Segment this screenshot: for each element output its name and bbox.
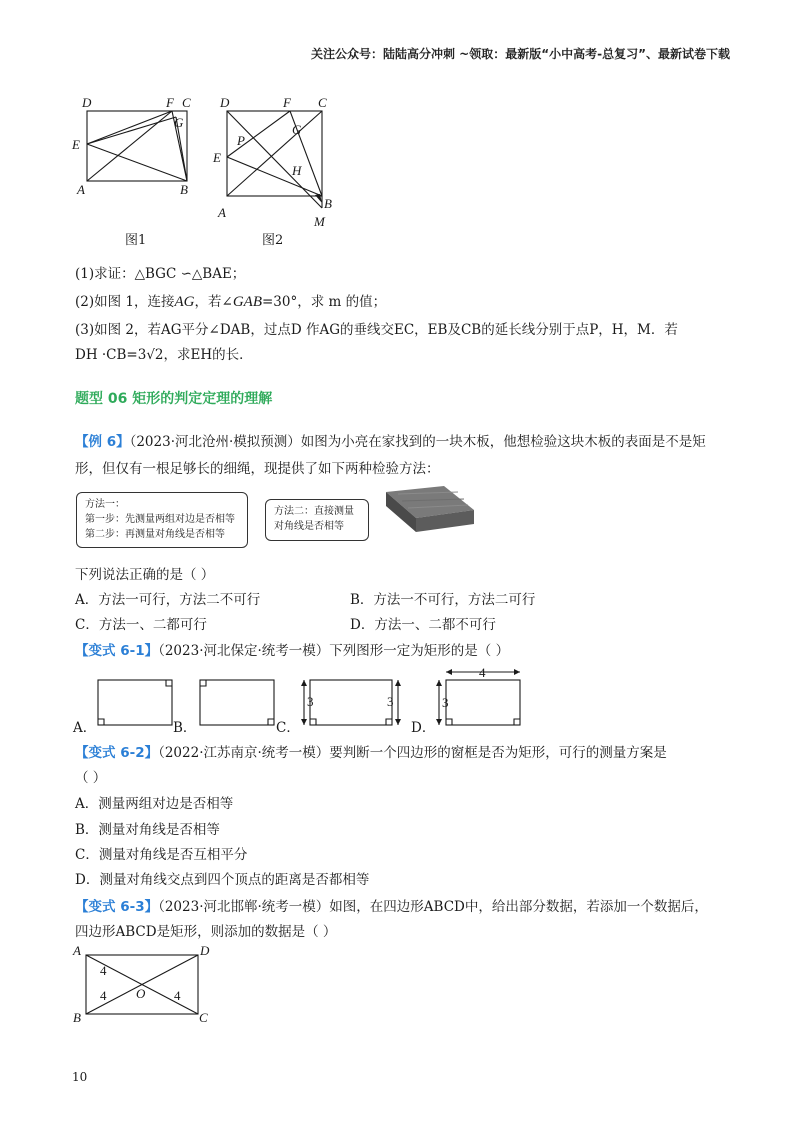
fig2-label-C: C [318,95,327,110]
fig2-label-F: F [283,95,291,110]
question-2-post: =30°，求 m 的值； [262,294,387,310]
fig2-label-M: M [314,214,325,229]
wood-board-image [378,484,478,542]
figure-2 [210,92,345,230]
shape-c-right-3: 3 [387,694,394,709]
page-header: 关注公众号：陆陆高分冲刺 ~领取：最新版“小中高考-总复习”、最新试卷下载 [311,47,730,61]
fig1-label-F: F [166,95,174,110]
shape-d-left-3: 3 [442,695,449,710]
section-title: 题型 06 矩形的判定定理的理解 [75,391,273,407]
example6-text1: （2023·河北沧州·模拟预测）如图为小亮在家找到的一块木板，他想检验这块木板的表面是不是矩 [129,434,706,450]
fig1-label-C: C [182,95,191,110]
fig1-label-E: E [72,137,80,152]
fig2-label-G: G [292,122,302,137]
method1-step2: 第二步：再测量对角线是否相等 [85,529,225,540]
fig1-rectangle [87,111,187,181]
fig3-value-bo: 4 [100,988,107,1003]
variant61-label-a[interactable]: A． [73,720,97,736]
method1-title: 方法一： [85,499,125,510]
variant62-option-d[interactable]: D．测量对角线交点到四个顶点的距离是否都相等 [75,872,370,888]
example6-tag: 【例 6】 [75,434,130,450]
fig3-value-ao: 4 [100,963,107,978]
variant61-text: （2023·河北保定·统考一模）下列图形一定为矩形的是（ ） [158,643,510,659]
fig2-label-A: A [218,205,226,220]
variant63-text1: （2023·河北邯郸·统考一模）如图，在四边形ABCD中，给出部分数据，若添加一个数据后， [158,899,708,915]
fig3-value-co: 4 [174,988,181,1003]
fig1-label-D: D [82,95,92,110]
example6-line1 [75,430,706,450]
variant61-shape-c [298,672,408,730]
method2-line1: 方法二：直接测量 [274,506,354,517]
variant61-label-b[interactable]: B． [173,720,197,736]
question-2-ag: AG [174,294,195,310]
variant62-tag: 【变式 6-2】 [75,745,159,761]
fig1-caption: 图1 [125,233,147,248]
question-2-pre: (2)如图 1，连接 [75,294,175,310]
variant63-tag: 【变式 6-3】 [75,899,159,915]
method2-line2: 对角线是否相等 [274,521,344,532]
variant61-label-d[interactable]: D． [411,720,436,736]
fig1-label-G: G [174,115,184,130]
fig3-label-O: O [136,986,146,1001]
fig1-label-A: A [77,182,85,197]
figure-1 [70,92,205,202]
variant61-shape-d [432,664,527,730]
question-3-line1: (3)如图 2，若AG平分∠DAB，过点D 作AG的垂线交EC，EB及CB的延长线分别于点P，H，M．若 [75,322,678,338]
example6-option-b[interactable]: B．方法一不可行，方法二可行 [350,592,536,608]
fig2-label-B: B [324,196,332,211]
example6-line2: 形，但仅有一根足够长的细绳，现提供了如下两种检验方法： [75,461,440,477]
variant62-line [75,741,667,761]
question-2-mid: ，若∠ [194,294,233,310]
variant61-tag: 【变式 6-1】 [75,643,159,659]
variant61-shape-b [198,677,278,729]
question-2 [75,290,386,311]
shape-d-top-4: 4 [479,665,486,680]
variant62-paren: （ ） [75,770,107,786]
question-1: (1)求证：△BGC ∽△BAE； [75,266,246,282]
fig3-label-A: A [73,943,81,958]
fig2-label-H: H [292,163,302,178]
fig1-label-B: B [180,182,188,197]
example6-option-a[interactable]: A．方法一可行，方法二不可行 [75,592,261,608]
fig2-label-D: D [220,95,230,110]
method2-box [265,499,369,541]
method1-step1: 第一步：先测量两组对边是否相等 [85,514,235,525]
question-2-gab: GAB [232,294,262,310]
variant62-text: （2022·江苏南京·统考一模）要判断一个四边形的窗框是否为矩形，可行的测量方案是 [158,745,667,761]
question-3-line2: DH ·CB=3√2，求EH的长． [75,347,253,363]
variant63-line1 [75,895,708,915]
example6-option-c[interactable]: C．方法一、二都可行 [75,617,207,633]
variant61-shape-a [96,677,176,729]
variant63-line2: 四边形ABCD是矩形，则添加的数据是（ ） [75,924,337,940]
variant62-option-b[interactable]: B．测量对角线是否相等 [75,822,220,838]
fig2-caption: 图2 [262,233,284,248]
fig2-label-E: E [213,150,221,165]
variant61-label-c[interactable]: C． [276,720,300,736]
variant62-option-a[interactable]: A．测量两组对边是否相等 [75,796,234,812]
variant63-figure [68,942,218,1027]
variant62-option-c[interactable]: C．测量对角线是否互相平分 [75,847,248,863]
example6-question: 下列说法正确的是（ ） [75,567,215,583]
fig2-label-P: P [237,133,245,148]
fig3-label-C: C [199,1010,208,1025]
shape-c-left-3: 3 [307,694,314,709]
method1-box [76,492,248,548]
fig3-label-D: D [200,943,210,958]
variant61-line [75,639,509,659]
example6-option-d[interactable]: D．方法一、二都不可行 [350,617,496,633]
fig3-label-B: B [73,1010,81,1025]
page-number: 10 [72,1070,88,1084]
